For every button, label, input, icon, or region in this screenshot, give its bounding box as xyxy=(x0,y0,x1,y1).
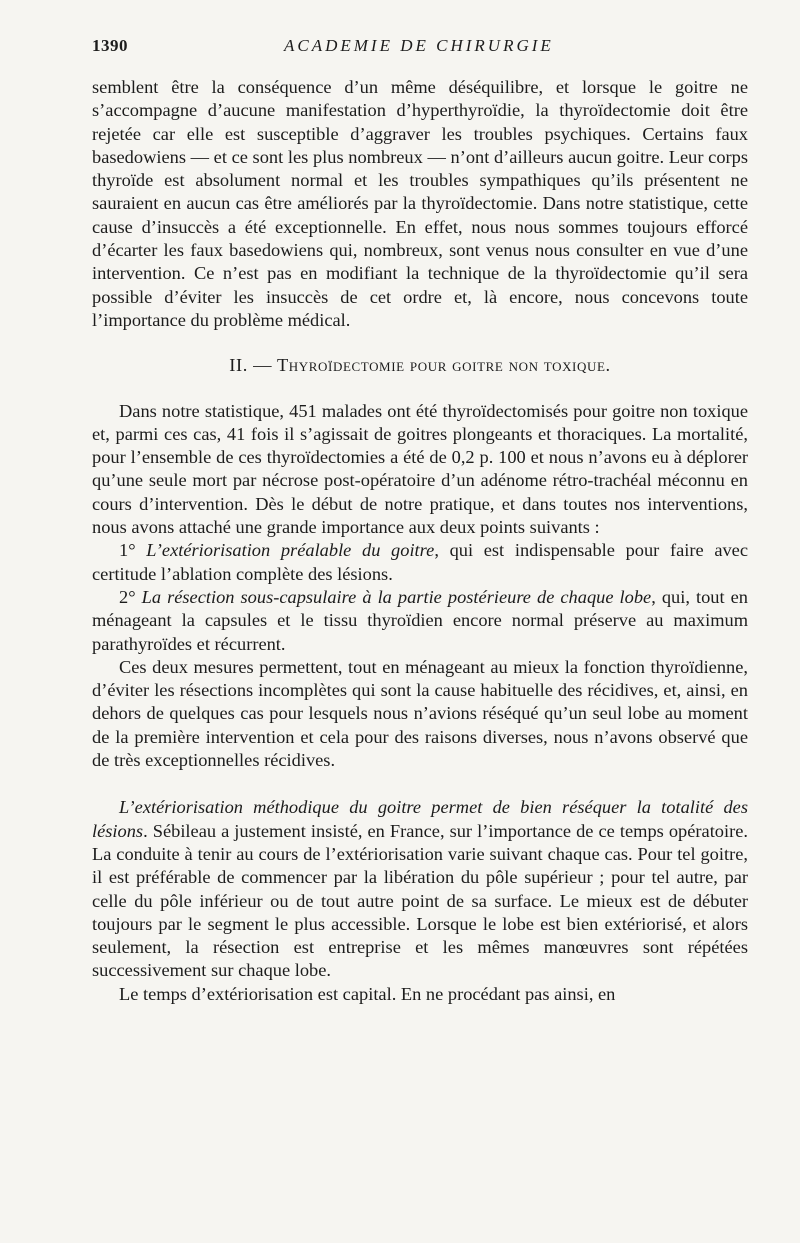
point-2-number: 2° xyxy=(119,586,136,607)
point-1 xyxy=(92,539,748,586)
exteriorisation-italic: L’extériorisation méthodique du goitre permet de bien réséquer la totalité des lésions xyxy=(92,797,748,841)
page-header xyxy=(92,36,745,62)
paragraph-statistics: Dans notre statistique, 451 malades ont été thyroïdectomisés pour goitre non toxique et, parmi ces cas, 41 fois il s’agissait de goitres plongeants et thoraciques. La mortalité, pour l’ensemble de ces thyroïdectomies a été de 0,2 p. 100 et nous n’avons eu à déplorer qu’une seule mort par nécrose post-opératoire d’un adénome rétro-trachéal méconnu en cours d’intervention. Dès le début de notre pratique, et dans toutes nos interventions, nous avons attaché une grande importance aux deux points suivants : xyxy=(92,400,748,538)
running-head: ACADEMIE DE CHIRURGIE xyxy=(284,36,554,55)
point-2-text: , qui, tout en ménageant la capsules et le tissu thyroïdien encore normal préserve au maximum parathyroïdes et récurrent. xyxy=(92,586,748,654)
point-1-text: , qui est indispensable pour faire avec certitude l’ablation complète des lésions. xyxy=(92,540,749,584)
page-number: 1390 xyxy=(92,36,128,55)
page-body xyxy=(92,76,748,1006)
paragraph-measures: Ces deux mesures permettent, tout en ménageant au mieux la fonction thyroïdienne, d’éviter les résections incomplètes qui sont la cause habituelle des récidives, et, ainsi, en dehors de quelques cas pour lesquels nous n’avions réséqué qu’un seul lobe au moment de la première intervention et cela pour des raisons diverses, nous n’avons observé que de très exceptionnelles récidives. xyxy=(92,656,748,771)
section-title: II. — Thyroïdectomie pour goitre non toxique. xyxy=(229,355,611,376)
point-1-italic: L’extériorisation préalable du goitre xyxy=(146,540,435,561)
point-2-italic: La résection sous-capsulaire à la partie postérieure de chaque lobe xyxy=(141,586,652,607)
paragraph-continuation: semblent être la conséquence d’un même déséquilibre, et lorsque le goitre ne s’accompagne d’aucune manifestation d’hyperthyroïdie, la thyroïdectomie doit être rejetée car elle est susceptible d’aggraver les troubles psychiques. Certains faux basedowiens — et ce sont les plus nombreux — n’ont d’ailleurs aucun goitre. Leur corps thyroïde est absolument normal et les troubles sympathiques qu’ils présentent ne sauraient en aucun cas être améliorés par la thyroïdectomie. Dans notre statistique, cette cause d’insuccès a été exceptionnelle. En effet, nous nous sommes toujours efforcé d’écarter les faux basedowiens qui, nombreux, sont venus nous consulter en vue d’une intervention. Ce n’est pas en modifiant la technique de la thyroïdectomie qu’il sera possible d’éviter les insuccès de cet ordre et, là encore, nous concevons toute l’importance du problème médical. xyxy=(92,77,748,330)
point-2 xyxy=(92,586,748,656)
paragraph-exteriorisation xyxy=(92,796,748,982)
paragraph-final: Le temps d’extériorisation est capital. En ne procédant pas ainsi, en xyxy=(119,983,616,1004)
paragraph-gap xyxy=(92,772,748,796)
exteriorisation-text: . Sébileau a justement insisté, en France, sur l’importance de ce temps opératoire. La conduite à tenir au cours de l’extériorisation varie suivant chaque cas. Pour tel goitre, il est préférable de commencer par la libération du pôle supérieur ; pour tel autre, par celle du pôle inférieur ou de tout autre point de sa surface. Le mieux est de débuter toujours par le segment le plus accessible. Lorsque le lobe est bien extériorisé, et alors seulement, la résection est entreprise et les mêmes manœuvres sont répétées successivement sur chaque lobe. xyxy=(92,820,748,981)
point-1-number: 1° xyxy=(119,540,136,561)
